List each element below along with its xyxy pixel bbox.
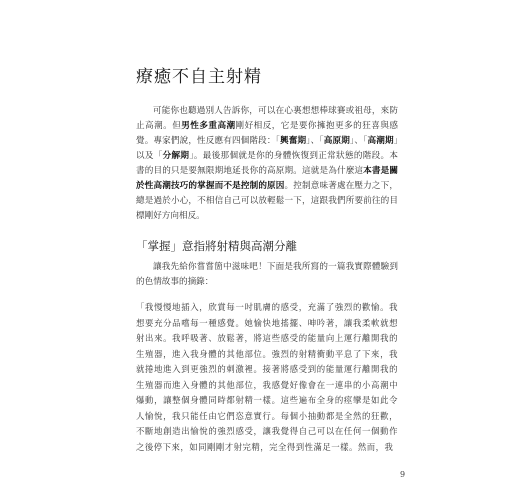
- text-run: 剛好相反，它是要你擁抱更多的狂喜與感覺。專家們說，性反應有四個階段：「: [136, 121, 398, 146]
- chapter-title: 療癒不自主射精: [136, 67, 262, 87]
- intro-paragraph: [136, 104, 398, 224]
- bold-phrase: 高潮期: [367, 136, 394, 146]
- text-run: 。控制意味著處在壓力之下，總是過於小心，不相信自己可以放輕鬆一下，這跟我們所要前往的目標剛好方向相反。: [136, 181, 398, 221]
- page-number: 9: [400, 470, 406, 479]
- lead-in-paragraph: 讓我先給你嘗嘗箇中滋味吧！下面是我所寫的一篇我實際體驗到的色情故事的摘錄：: [136, 262, 398, 287]
- bold-phrase: 男性多重高潮: [181, 121, 236, 131]
- text-run: 」、「: [349, 136, 368, 146]
- text-run: 可能你也聽過別人告訴你，可以在心裏想想棒球賽或祖母，來防止高潮。但: [136, 106, 398, 131]
- text-run: 」以及「: [136, 136, 398, 161]
- bold-phrase: 高原期: [323, 136, 350, 146]
- bold-phrase: 分解期: [162, 151, 190, 161]
- text-run: 」。最後那個就是你的身體恢復到正常狀態的階段。本書的目的只是要無限期地延長你的高原期。這就是為什麼這: [136, 151, 398, 176]
- story-excerpt: 「我慢慢地插入，欣賞每一吋肌膚的感受，充滿了強烈的歡愉。我想要充分品嚐每一種感覺。她愉快地搖擺、呻吟著，讓我柔軟就想射出來。我呼吸著、放鬆著，將這些感受的能量向上運行離開我的生殖器，進入我身體的其他部位。強烈的射精衝動平息了下來，我就捲地進入到更強烈的刺激裡。接著將感受到的能量運行離開我的生殖器而進入身體的其他部位，我感覺好像會在一連串的小高潮中爆動，讓整個身體同時都射精一樣。這些遍布全身的痙攣是如此令人愉悅，我只能任由它們恣意實行。每個小抽動都是全然的狂歡，不斷地創造出愉悅的強烈感受，讓我覺得自己可以在任何一個動作之後停下來，如同剛剛才射完精，完全得到性滿足一樣。然而，我: [136, 302, 398, 452]
- section-heading: 「掌握」意指將射精與高潮分離: [136, 239, 297, 253]
- bold-phrase: 興奮期: [280, 136, 307, 146]
- bold-phrase: 本書是關於性高潮技巧的掌握而不是控制的原因: [136, 166, 398, 191]
- text-run: 」、「: [306, 136, 324, 146]
